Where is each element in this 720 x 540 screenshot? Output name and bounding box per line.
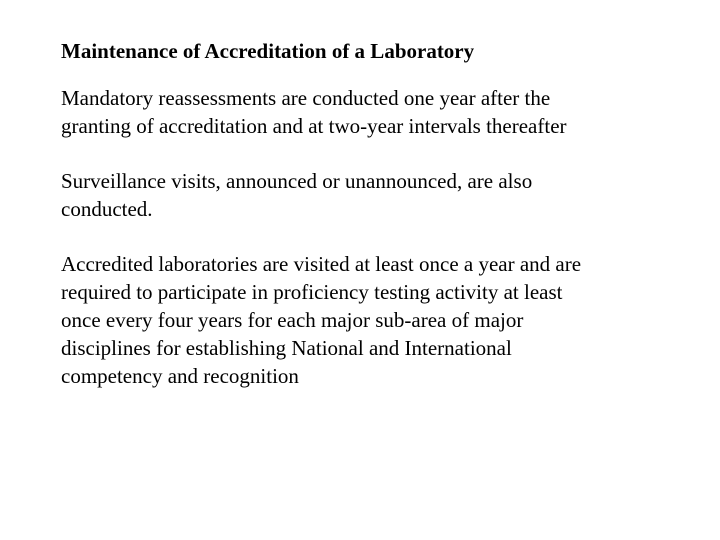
paragraph-line: disciplines for establishing National and International	[61, 336, 512, 360]
paragraph-line: Mandatory reassessments are conducted one year after the	[61, 86, 551, 110]
paragraph-line: competency and recognition	[61, 364, 299, 388]
paragraph-line: required to participate in proficiency testing activity at least	[61, 280, 563, 304]
paragraph-accredited-labs	[61, 250, 681, 390]
paragraph-line: granting of accreditation and at two-year intervals thereafter	[61, 114, 567, 138]
paragraph-reassessments	[61, 84, 681, 140]
paragraph-line: conducted.	[61, 197, 153, 221]
paragraph-surveillance	[61, 167, 681, 223]
slide-title: Maintenance of Accreditation of a Laboratory	[61, 39, 475, 63]
paragraph-line: once every four years for each major sub-area of major	[61, 308, 524, 332]
paragraph-line: Surveillance visits, announced or unannounced, are also	[61, 169, 533, 193]
slide-content	[61, 38, 681, 417]
paragraph-line: Accredited laboratories are visited at least once a year and are	[61, 252, 582, 276]
